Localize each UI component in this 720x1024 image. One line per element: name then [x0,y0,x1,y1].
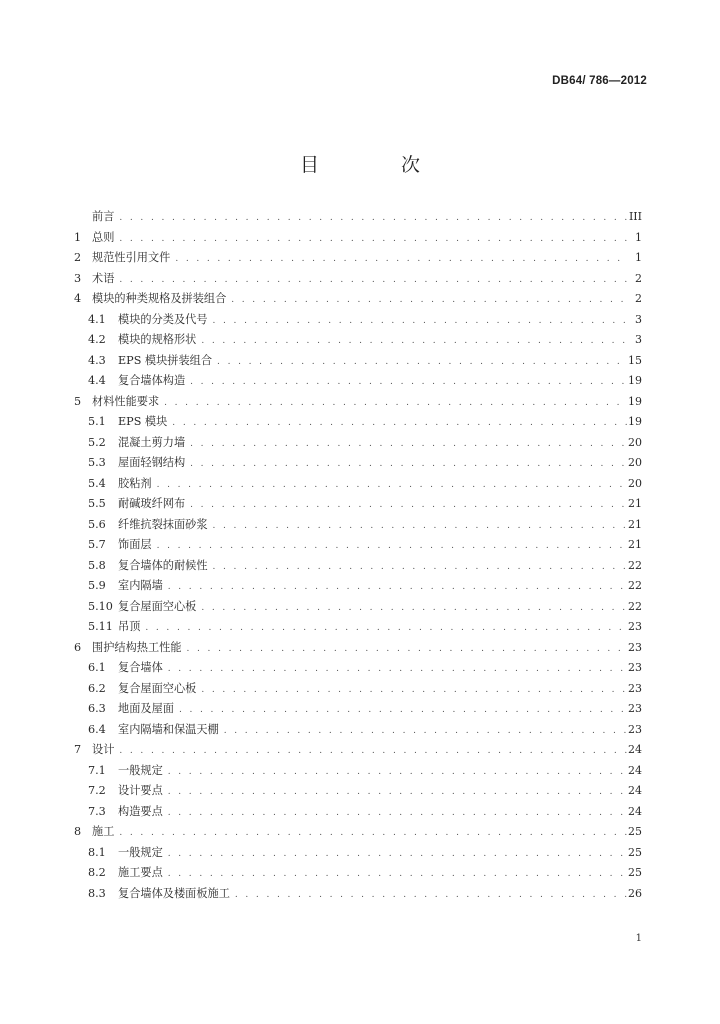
toc-entry-page: 20 [628,456,642,469]
toc-subsection-entry[interactable] [74,781,642,802]
toc-entry-label: 施工 [92,825,115,838]
toc-entry-page: 2 [635,292,642,305]
toc-subsection-entry[interactable] [74,556,642,577]
toc-subsection-entry[interactable] [74,576,642,597]
toc-entry-label: 前言 [92,210,115,223]
toc-entry-number: 3 [74,271,82,285]
toc-entry-number: 4.4 [88,374,106,387]
toc-section-entry[interactable] [74,822,642,843]
toc-entry-page: III [628,210,642,223]
toc-entry-number: 8.2 [88,866,106,879]
toc-subsection-entry[interactable] [74,453,642,474]
toc-entry-label: 复合墙体及楼面板施工 [118,886,230,900]
document-code: DB64/ 786—2012 [552,75,647,87]
toc-entry-label: 室内隔墙 [118,579,163,592]
toc-leader-dots [169,413,628,434]
toc-leader-dots [165,844,628,865]
toc-entry-page: 21 [628,497,642,510]
toc-entry-page: 24 [628,784,642,797]
toc-entry-label: 模块的分类及代号 [118,312,208,326]
toc-entry-number: 7.2 [88,784,106,797]
toc-leader-dots [165,803,628,824]
toc-leader-dots [116,823,628,844]
toc-subsection-entry[interactable] [74,863,642,884]
toc-subsection-entry[interactable] [74,761,642,782]
toc-entry-page: 19 [628,374,642,387]
toc-subsection-entry[interactable] [74,720,642,741]
toc-entry-page: 23 [628,640,642,654]
toc-leader-dots [187,434,628,455]
toc-section-entry[interactable] [74,740,642,761]
toc-entry-number: 6.3 [88,702,106,715]
toc-subsection-entry[interactable] [74,658,642,679]
toc-entry-label: 复合屋面空心板 [118,681,197,695]
toc-entry-number: 4.1 [88,312,106,326]
toc-entry-label: 构造要点 [118,804,163,818]
toc-section-entry[interactable] [74,269,642,290]
toc-entry-label: 一般规定 [118,763,163,777]
toc-entry-page: 19 [628,415,642,428]
toc-entry-page: 23 [628,702,642,715]
toc-entry-label: 围护结构热工性能 [92,640,182,654]
toc-entry-number: 7.1 [88,763,106,777]
toc-entry-number: 5.4 [88,476,106,490]
toc-entry-page: 1 [635,251,642,264]
toc-entry-number: 5.10 [88,599,113,613]
toc-entry-label: 胶粘剂 [118,476,152,490]
toc-entry-number: 7 [74,743,82,756]
toc-subsection-entry[interactable] [74,679,642,700]
toc-entry-page: 3 [635,333,642,346]
toc-entry-label: 模块的种类规格及拼装组合 [92,292,227,305]
toc-subsection-entry[interactable] [74,884,642,905]
toc-leader-dots [165,762,628,783]
toc-leader-dots [198,598,628,619]
toc-leader-dots [187,372,628,393]
toc-subsection-entry[interactable] [74,617,642,638]
toc-entry-page: 20 [628,435,642,449]
toc-entry-label: 复合屋面空心板 [118,599,197,613]
toc-entry-label: 一般规定 [118,845,163,859]
toc-entry-label: 材料性能要求 [92,394,160,408]
toc-subsection-entry[interactable] [74,371,642,392]
toc-subsection-entry[interactable] [74,843,642,864]
toc-entry-label: 施工要点 [118,866,163,879]
toc-subsection-entry[interactable] [74,597,642,618]
toc-leader-dots [176,700,628,721]
toc-leader-dots [116,270,628,291]
toc-subsection-entry[interactable] [74,310,642,331]
toc-entry-label: 耐碱玻纤网布 [118,497,186,510]
toc-entry-number: 1 [74,230,82,244]
toc-entry-number: 5.1 [88,415,106,428]
toc-entry-label: 复合墙体构造 [118,374,186,387]
toc-entry-page: 24 [628,743,642,756]
toc-section-entry[interactable] [74,248,642,269]
toc-entry-page: 3 [635,312,642,326]
toc-entry-number: 5.5 [88,497,106,510]
toc-entry-label: 吊顶 [118,620,141,633]
toc-entry-page: 22 [628,599,642,613]
toc-entry-page: 21 [628,517,642,531]
toc-entry-page: 24 [628,763,642,777]
toc-entry-label: 屋面轻钢结构 [118,456,186,469]
toc-entry-page: 26 [628,886,642,900]
toc-subsection-entry[interactable] [74,494,642,515]
toc-entry-page: 25 [628,825,642,838]
toc-leader-dots [165,577,628,598]
toc-entry-number: 5.11 [88,620,113,633]
toc-leader-dots [187,454,628,475]
toc-entry-label: 规范性引用文件 [92,251,171,264]
toc-entry-number: 5.9 [88,579,106,592]
toc-entry-page: 15 [628,353,642,367]
toc-entry-label: 设计要点 [118,784,163,797]
toc-entry-number: 6 [74,640,82,654]
toc-entry-number: 5.2 [88,435,106,449]
toc-entry-number: 8.1 [88,845,106,859]
toc-entry-label: EPS 模块 [118,415,168,428]
toc-subsection-entry[interactable] [74,433,642,454]
toc-entry-label: 术语 [92,271,115,285]
toc-entry-page: 25 [628,845,642,859]
toc-section-entry[interactable] [74,207,642,228]
toc-entry-page: 1 [635,230,642,244]
toc-entry-label: 复合墙体 [118,661,163,674]
toc-leader-dots [165,659,628,680]
toc-entry-page: 25 [628,866,642,879]
toc-leader-dots [154,475,628,496]
toc-subsection-entry[interactable] [74,802,642,823]
toc-entry-page: 22 [628,579,642,592]
toc-leader-dots [116,741,628,762]
toc-leader-dots [214,352,628,373]
toc-entry-number: 4 [74,292,82,305]
toc-entry-page: 22 [628,558,642,572]
toc-leader-dots [221,721,628,742]
toc-leader-dots [210,557,628,578]
toc-entry-label: 设计 [92,743,115,756]
toc-leader-dots [210,516,628,537]
toc-leader-dots [116,208,628,229]
toc-leader-dots [210,311,628,332]
toc-leader-dots [161,393,628,414]
toc-leader-dots [198,331,628,352]
toc-entry-number: 4.3 [88,353,106,367]
toc-leader-dots [165,782,628,803]
toc-leader-dots [187,495,628,516]
toc-subsection-entry[interactable] [74,535,642,556]
toc-entry-number: 6.2 [88,681,106,695]
toc-subsection-entry[interactable] [74,412,642,433]
toc-subsection-entry[interactable] [74,330,642,351]
toc-entry-page: 2 [635,271,642,285]
toc-leader-dots [116,229,628,250]
table-of-contents [74,207,642,904]
toc-leader-dots [184,639,628,660]
toc-leader-dots [154,536,628,557]
toc-entry-label: 室内隔墙和保温天棚 [118,722,219,736]
toc-leader-dots [228,290,628,311]
toc-entry-label: 复合墙体的耐候性 [118,558,208,572]
toc-entry-page: 23 [628,681,642,695]
toc-entry-number: 5.3 [88,456,106,469]
toc-entry-page: 21 [628,538,642,551]
toc-entry-number: 5.6 [88,517,106,531]
toc-leader-dots [142,618,628,639]
toc-entry-page: 24 [628,804,642,818]
toc-entry-page: 20 [628,476,642,490]
toc-entry-page: 23 [628,722,642,736]
toc-entry-number: 5 [74,394,82,408]
toc-leader-dots [232,885,628,906]
toc-entry-number: 5.7 [88,538,106,551]
toc-entry-number: 8 [74,825,82,838]
toc-section-entry[interactable] [74,228,642,249]
toc-entry-number: 8.3 [88,886,106,900]
toc-subsection-entry[interactable] [74,515,642,536]
toc-section-entry[interactable] [74,289,642,310]
toc-subsection-entry[interactable] [74,699,642,720]
toc-entry-label: 纤维抗裂抹面砂浆 [118,517,208,531]
toc-leader-dots [198,680,628,701]
toc-entry-label: 模块的规格形状 [118,333,197,346]
toc-leader-dots [165,864,628,885]
toc-entry-label: 混凝土剪力墙 [118,435,186,449]
toc-entry-page: 19 [628,394,642,408]
toc-entry-number: 6.4 [88,722,106,736]
toc-entry-number: 6.1 [88,661,106,674]
toc-subsection-entry[interactable] [74,474,642,495]
toc-entry-number: 4.2 [88,333,106,346]
toc-entry-number: 2 [74,251,82,264]
toc-entry-number: 5.8 [88,558,106,572]
toc-entry-page: 23 [628,661,642,674]
toc-entry-label: 总则 [92,230,115,244]
toc-section-entry[interactable] [74,392,642,413]
toc-leader-dots [172,249,628,270]
toc-entry-number: 7.3 [88,804,106,818]
toc-entry-label: 饰面层 [118,538,152,551]
page-title: 目 次 [299,154,459,176]
toc-entry-label: 地面及屋面 [118,702,174,715]
page-number: 1 [635,933,642,944]
toc-subsection-entry[interactable] [74,351,642,372]
toc-section-entry[interactable] [74,638,642,659]
toc-entry-label: EPS 模块拼装组合 [118,353,213,367]
toc-entry-page: 23 [628,620,642,633]
